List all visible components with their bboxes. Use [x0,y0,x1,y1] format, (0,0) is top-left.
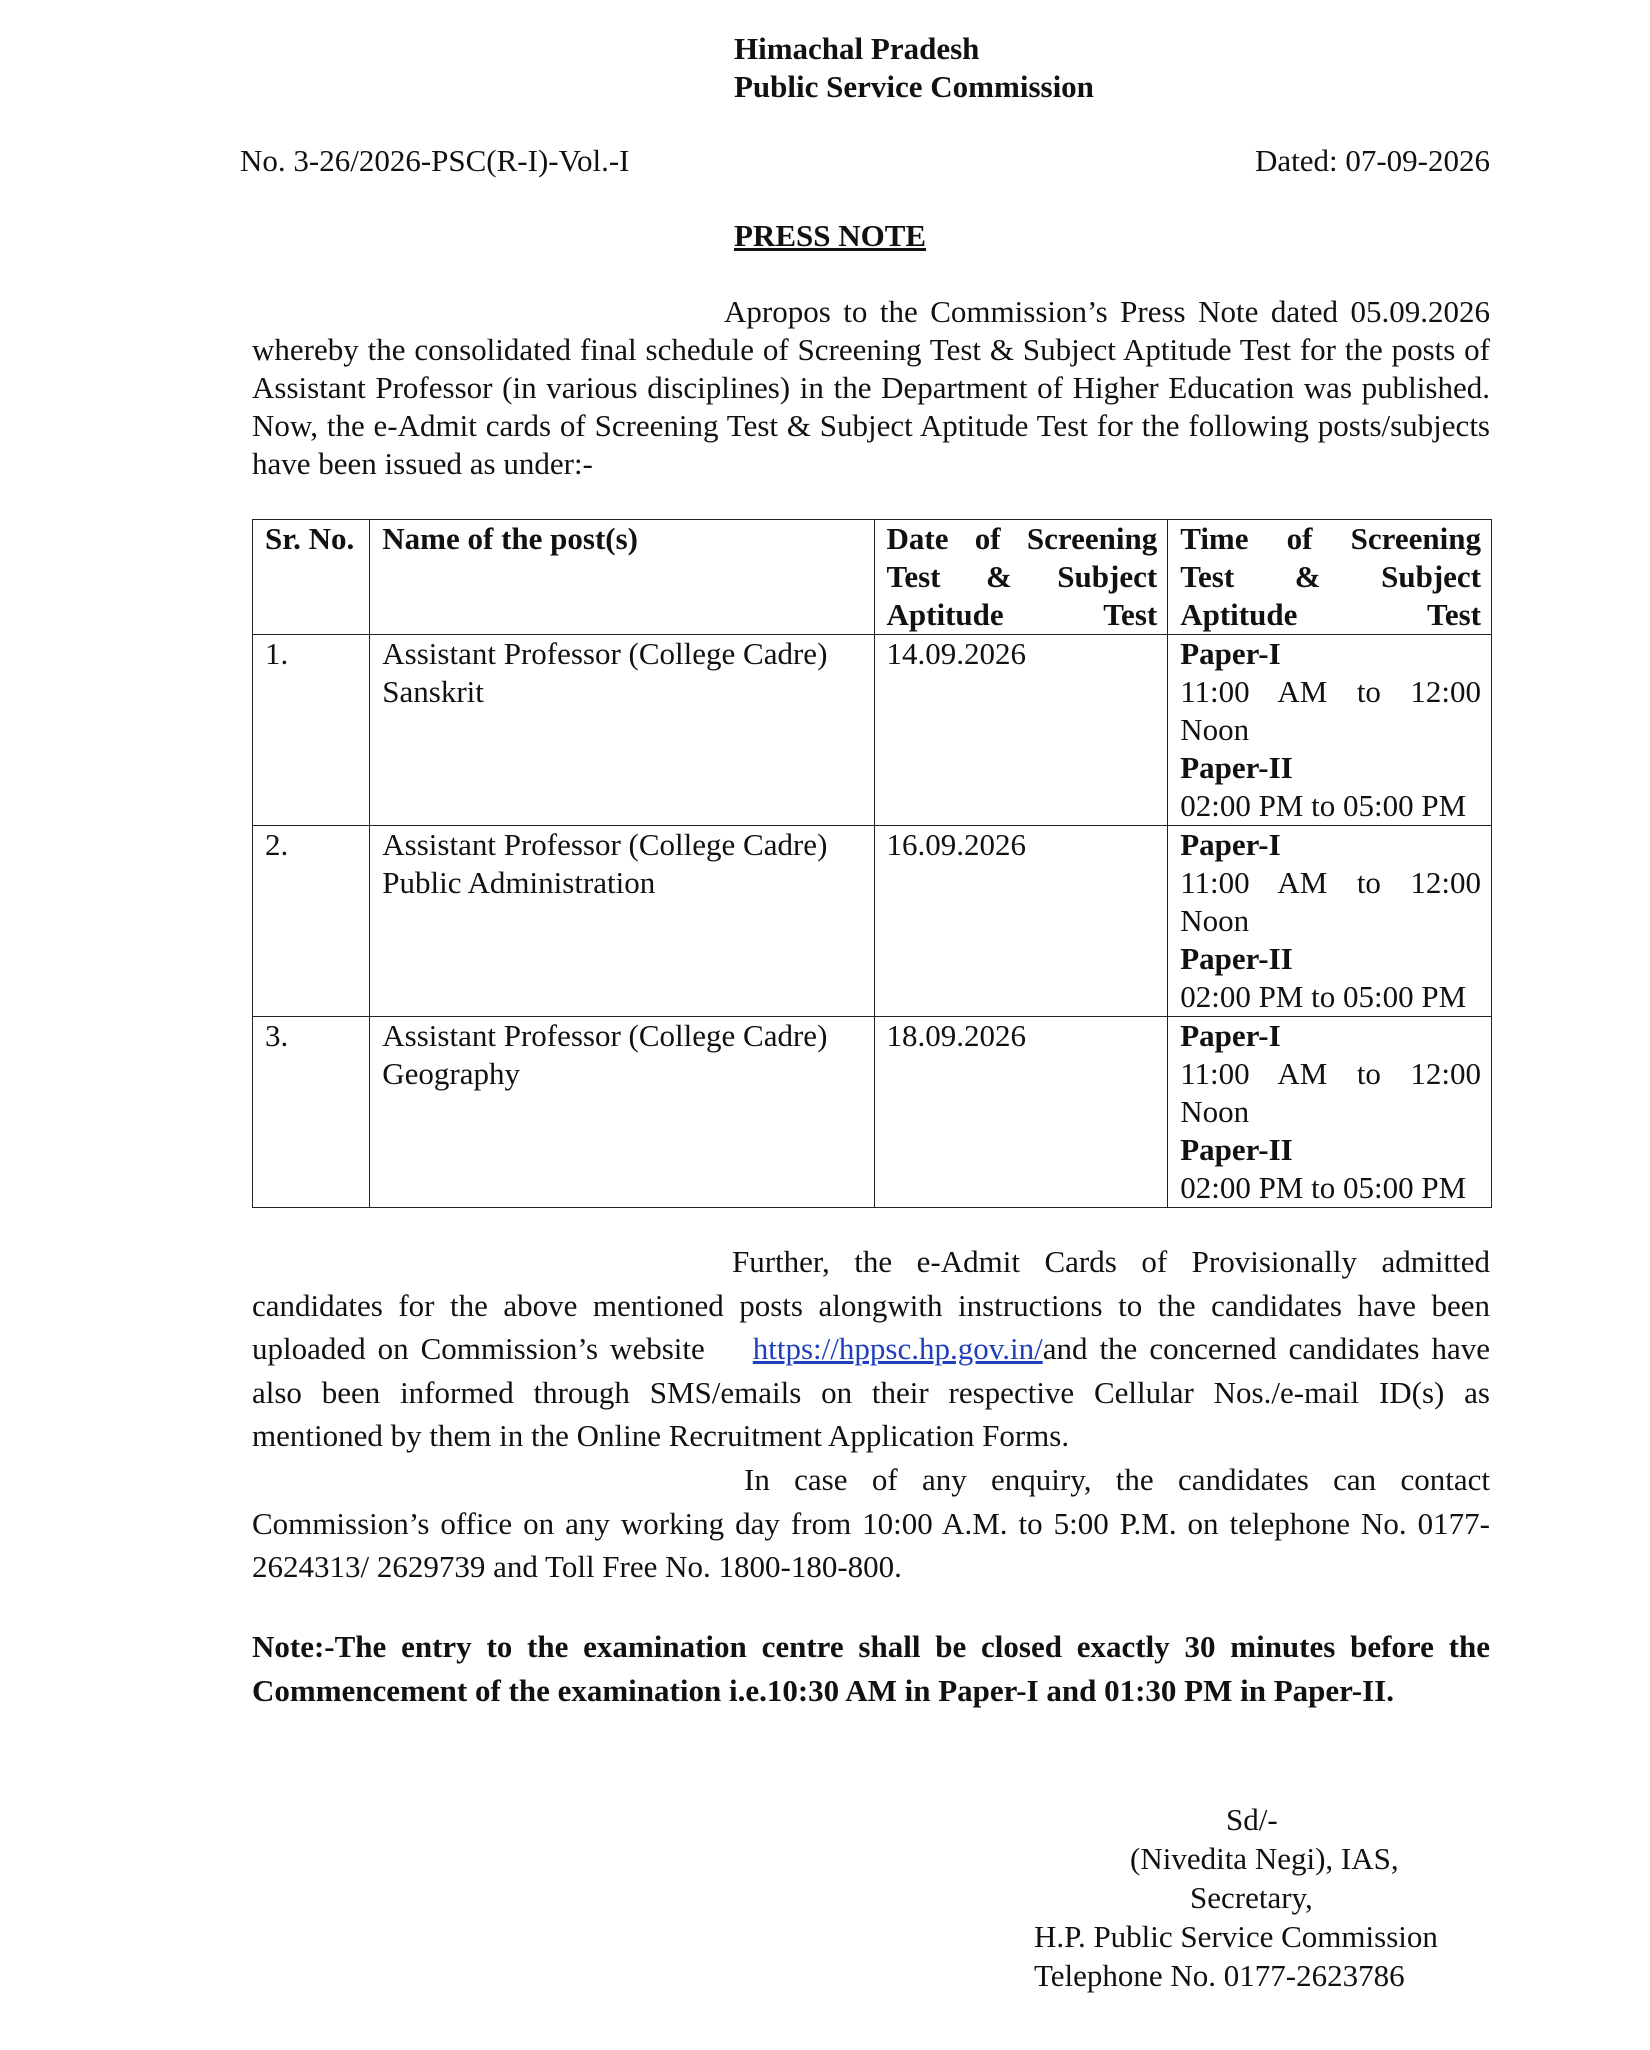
signatory-designation: Secretary, [1190,1880,1313,1915]
intro-text: Apropos to the Commission’s Press Note dated 05.09.2026 whereby the consolidated final schedule of Screening Test & Subject Aptitude Test for the posts of Assistant Professor (in various disciplines) in the Department of Higher Education was published. Now, the e-Admit cards of Screening Test & Subject Aptitude Test for the following posts/subjects have been issued as under:- [252,294,1490,481]
table-row [253,635,1492,826]
paper-1-time: 11:00 AM to 12:00 Noon [1180,1056,1481,1129]
header-post-name: Name of the post(s) [370,520,874,635]
row-sr-no: 3. [253,1017,370,1208]
signatory-name: (Nivedita Negi), IAS, [1130,1841,1399,1876]
row-post [370,1017,874,1208]
document-title: PRESS NOTE [734,218,927,253]
paper-2-label: Paper-II [1180,750,1293,785]
further-text-continued: and the concerned candidates have also been informed through SMS/emails on their respective Cellular Nos./e-mail ID(s) as mentioned by them in the Online Recruitment Application Forms. [252,1331,1491,1453]
entry-closure-note: Note:-The entry to the examination centre shall be closed exactly 30 minutes before the Commencement of the examination i.e.10:30 AM in Paper-I and 01:30 PM in Paper-II. [252,1629,1490,1708]
row-time [1168,826,1492,1017]
header-time: Time of Screening Test & Subject Aptitude Test [1168,520,1492,635]
row-post [370,826,874,1017]
post-subject: Geography [382,1056,521,1091]
letterhead [734,30,1094,106]
table-header-row [253,520,1492,635]
row-date: 16.09.2026 [874,826,1168,1017]
signature-block [1034,1800,1474,1995]
row-time [1168,635,1492,826]
signatory-telephone: Telephone No. 0177-2623786 [1034,1958,1405,1993]
reference-number: No. 3-26/2026-PSC(R-I)-Vol.-I [240,143,630,178]
table-row [253,1017,1492,1208]
paper-2-time: 02:00 PM to 05:00 PM [1180,979,1467,1014]
letterhead-state: Himachal Pradesh [734,31,980,66]
enquiry-paragraph [252,1458,1490,1589]
paper-2-label: Paper-II [1180,941,1293,976]
intro-paragraph [252,293,1490,483]
post-title: Assistant Professor (College Cadre) [382,1018,828,1053]
row-date: 14.09.2026 [874,635,1168,826]
header-date: Date of Screening Test & Subject Aptitude Test [874,520,1168,635]
paper-1-label: Paper-I [1180,636,1281,671]
enquiry-text: In case of any enquiry, the candidates can contact Commission’s office on any working day from 10:00 A.M. to 5:00 P.M. on telephone No. 0177-2624313/ 2629739 and Toll Free No. 1800-180-800. [252,1462,1490,1584]
post-title: Assistant Professor (College Cadre) [382,827,828,862]
letterhead-commission: Public Service Commission [734,69,1094,104]
post-subject: Public Administration [382,865,656,900]
signatory-organisation: H.P. Public Service Commission [1034,1919,1438,1954]
paper-1-time: 11:00 AM to 12:00 Noon [1180,674,1481,747]
commission-website-link[interactable]: https://hppsc.hp.gov.in/ [752,1331,1043,1366]
paper-1-label: Paper-I [1180,1018,1281,1053]
paper-2-time: 02:00 PM to 05:00 PM [1180,1170,1467,1205]
further-paragraph [252,1240,1490,1458]
row-post [370,635,874,826]
schedule-table [252,519,1492,1208]
paper-1-label: Paper-I [1180,827,1281,862]
paper-2-label: Paper-II [1180,1132,1293,1167]
further-text: Further, the e-Admit Cards of Provisionally admitted candidates for the above mentioned posts alongwith instructions to the candidates have been uploaded on Commission’s website [252,1244,1490,1366]
row-sr-no: 2. [253,826,370,1017]
table-row [253,826,1492,1017]
date-line: Dated: 07-09-2026 [1254,143,1490,178]
row-sr-no: 1. [253,635,370,826]
post-title: Assistant Professor (College Cadre) [382,636,828,671]
header-sr-no: Sr. No. [253,520,370,635]
row-date: 18.09.2026 [874,1017,1168,1208]
paper-2-time: 02:00 PM to 05:00 PM [1180,788,1467,823]
post-subject: Sanskrit [382,674,484,709]
paper-1-time: 11:00 AM to 12:00 Noon [1180,865,1481,938]
signature-sd: Sd/- [1226,1802,1278,1837]
row-time [1168,1017,1492,1208]
